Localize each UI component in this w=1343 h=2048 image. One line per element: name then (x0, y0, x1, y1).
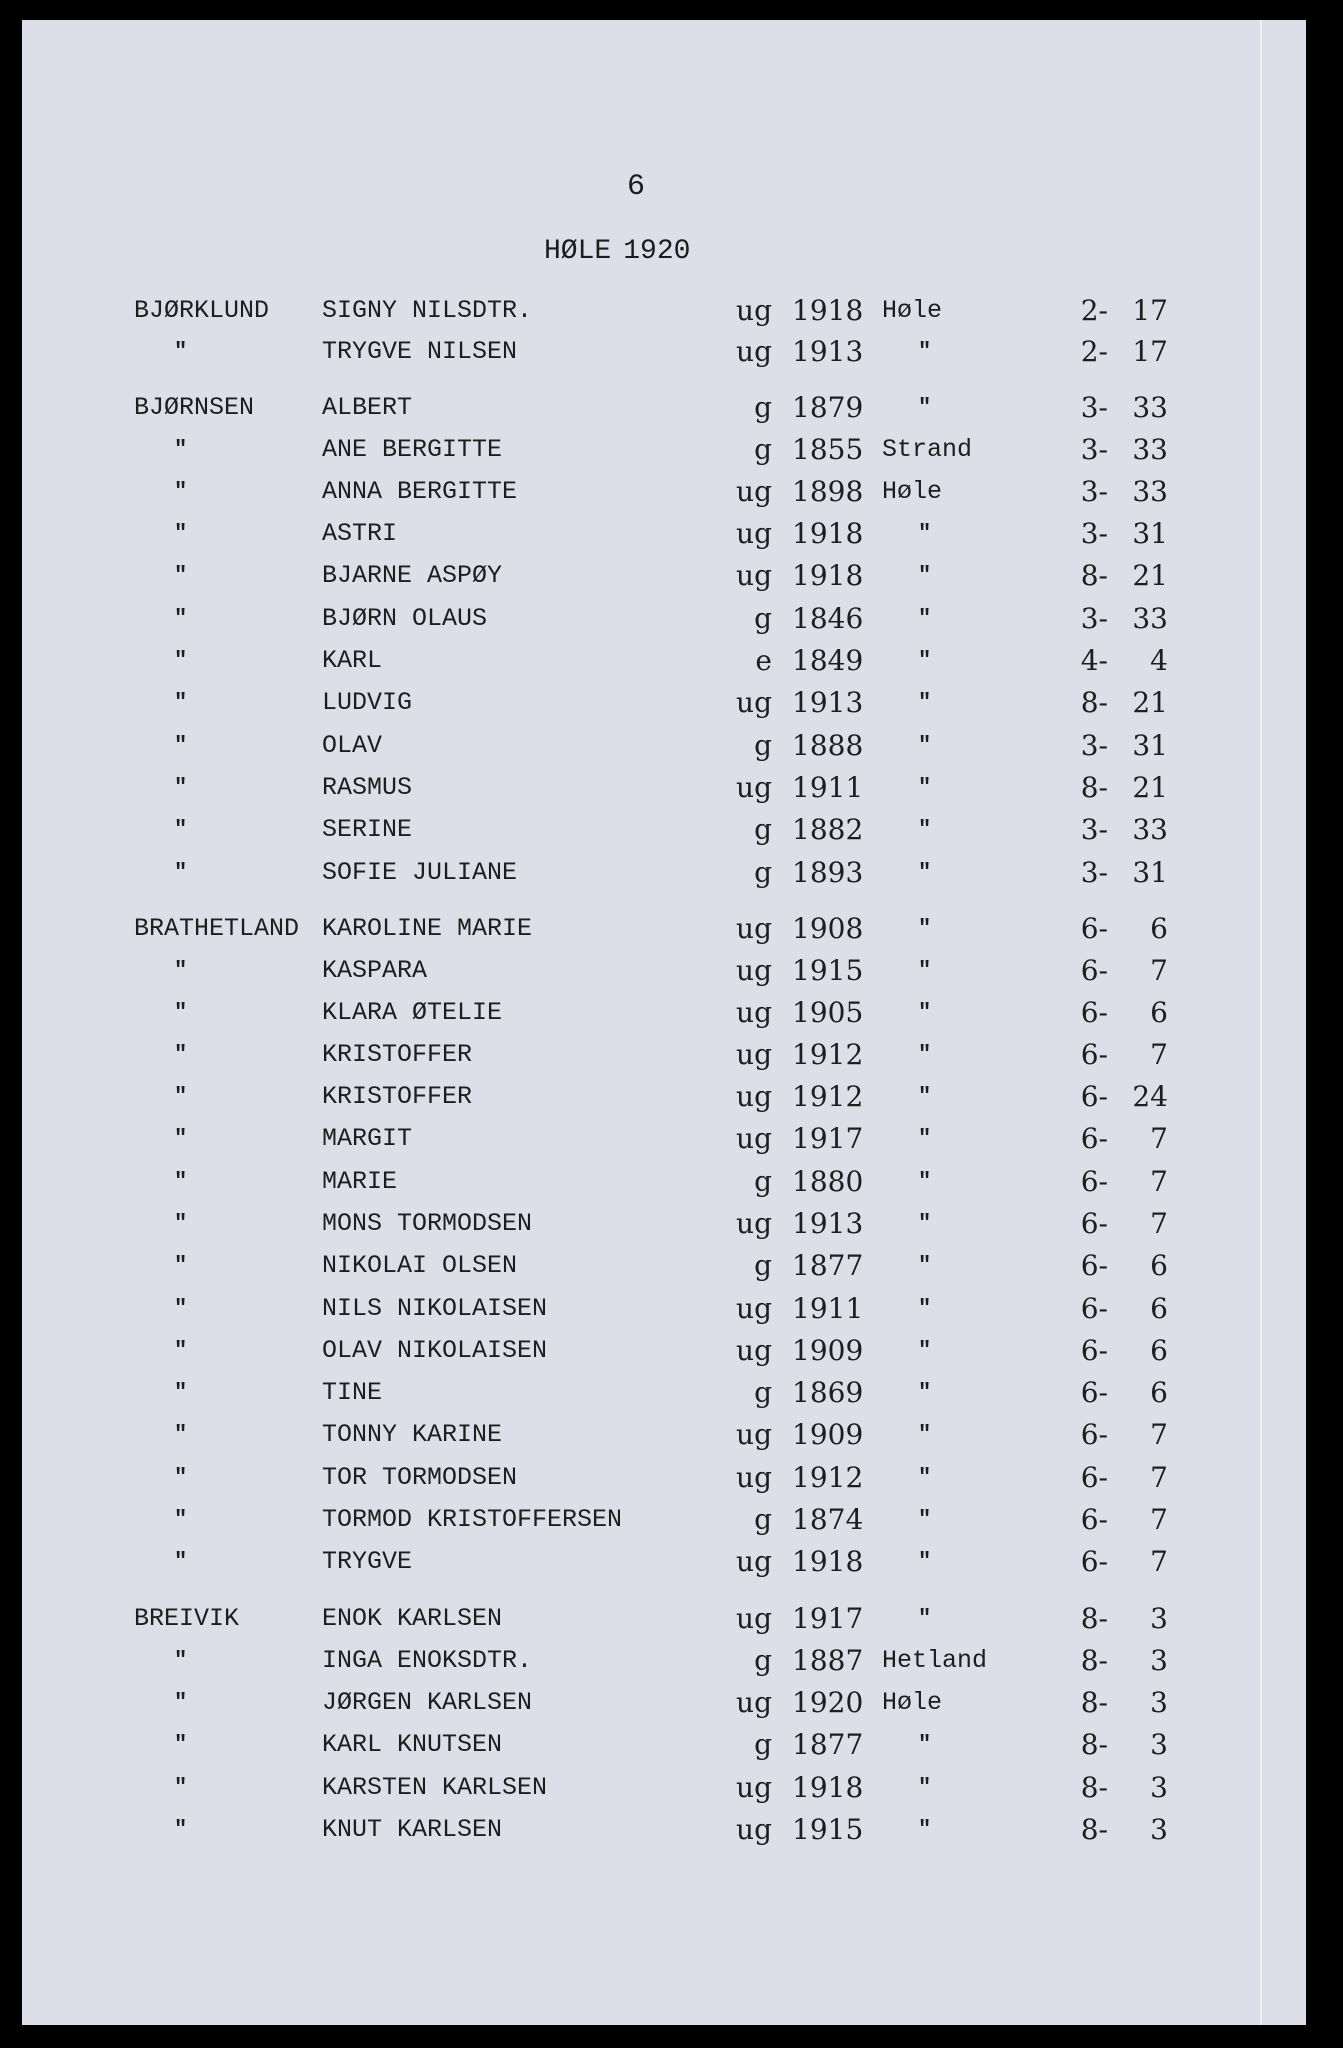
surname-ditto-mark: " (174, 437, 188, 462)
birthplace-ditto-mark: " (918, 1000, 932, 1025)
reference-number-cell: 33 (1132, 433, 1168, 466)
given-name-cell: INGA ENOKSDTR. (322, 1646, 533, 1675)
table-row (22, 1643, 1306, 1679)
reference-number-cell: 3 (1150, 1728, 1168, 1761)
marital-status-cell: ug (736, 996, 772, 1029)
marital-status-cell: ug (736, 1602, 772, 1635)
table-row (22, 1727, 1306, 1763)
page-heading (544, 236, 690, 267)
birthplace-ditto-mark: " (918, 1169, 932, 1194)
table-row (22, 601, 1306, 637)
surname-cell: BRATHETLAND (134, 914, 300, 943)
birthplace-ditto-mark: " (918, 1211, 932, 1236)
marital-status-cell: ug (736, 517, 772, 550)
surname-ditto-mark: " (174, 1422, 188, 1447)
reference-number-cell: 7 (1150, 1503, 1168, 1536)
reference-number-cell: 33 (1132, 391, 1168, 424)
birth-year-cell: 1918 (792, 294, 864, 327)
table-row (22, 1248, 1306, 1284)
reference-number-cell: 7 (1150, 1165, 1168, 1198)
marital-status-cell: ug (736, 1418, 772, 1451)
table-row (22, 643, 1306, 679)
surname-ditto-mark: " (174, 1000, 188, 1025)
reference-page-cell: 6- (1080, 1122, 1108, 1155)
reference-page-cell: 3- (1080, 856, 1108, 889)
reference-number-cell: 3 (1150, 1644, 1168, 1677)
birth-year-cell: 1917 (792, 1122, 864, 1155)
reference-number-cell: 6 (1150, 996, 1168, 1029)
marital-status-cell: ug (736, 1334, 772, 1367)
marital-status-cell: ug (736, 1122, 772, 1155)
reference-page-cell: 6- (1080, 1503, 1108, 1536)
birthplace-cell: Høle (882, 1688, 943, 1717)
reference-number-cell: 21 (1132, 686, 1168, 719)
marital-status-cell: ug (736, 1545, 772, 1578)
given-name-cell: TINE (322, 1378, 383, 1407)
table-row (22, 995, 1306, 1031)
reference-page-cell: 8- (1080, 771, 1108, 804)
surname-ditto-mark: " (174, 860, 188, 885)
birth-year-cell: 1913 (792, 1207, 864, 1240)
marital-status-cell: ug (736, 912, 772, 945)
table-row (22, 390, 1306, 426)
reference-number-cell: 6 (1150, 1249, 1168, 1282)
birthplace-ditto-mark: " (918, 1817, 932, 1842)
birth-year-cell: 1846 (792, 602, 864, 635)
reference-page-cell: 8- (1080, 686, 1108, 719)
surname-ditto-mark: " (174, 1084, 188, 1109)
surname-ditto-mark: " (174, 1775, 188, 1800)
birth-year-cell: 1912 (792, 1461, 864, 1494)
table-row (22, 1206, 1306, 1242)
birth-year-cell: 1877 (792, 1249, 864, 1282)
reference-number-cell: 7 (1150, 1038, 1168, 1071)
surname-ditto-mark: " (174, 339, 188, 364)
table-row (22, 1502, 1306, 1538)
surname-ditto-mark: " (174, 1296, 188, 1321)
surname-ditto-mark: " (174, 1465, 188, 1490)
birthplace-ditto-mark: " (918, 1380, 932, 1405)
reference-number-cell: 21 (1132, 771, 1168, 804)
table-row (22, 770, 1306, 806)
birthplace-ditto-mark: " (918, 1549, 932, 1574)
surname-ditto-mark: " (174, 1380, 188, 1405)
birthplace-ditto-mark: " (918, 733, 932, 758)
reference-number-cell: 33 (1132, 602, 1168, 635)
page-number: 6 (627, 170, 646, 204)
table-row (22, 911, 1306, 947)
table-row (22, 1037, 1306, 1073)
marital-status-cell: g (754, 602, 772, 635)
birthplace-ditto-mark: " (918, 606, 932, 631)
surname-ditto-mark: " (174, 479, 188, 504)
table-row (22, 474, 1306, 510)
reference-page-cell: 2- (1080, 294, 1108, 327)
given-name-cell: SERINE (322, 815, 413, 844)
given-name-cell: MARIE (322, 1167, 398, 1196)
birthplace-cell: Hetland (882, 1646, 988, 1675)
birth-year-cell: 1915 (792, 954, 864, 987)
reference-number-cell: 21 (1132, 559, 1168, 592)
given-name-cell: KARL KNUTSEN (322, 1730, 503, 1759)
given-name-cell: RASMUS (322, 773, 413, 802)
reference-number-cell: 6 (1150, 1376, 1168, 1409)
birthplace-ditto-mark: " (918, 1296, 932, 1321)
birth-year-cell: 1909 (792, 1418, 864, 1451)
marital-status-cell: ug (736, 1207, 772, 1240)
surname-ditto-mark: " (174, 563, 188, 588)
given-name-cell: MONS TORMODSEN (322, 1209, 533, 1238)
birthplace-ditto-mark: " (918, 1732, 932, 1757)
reference-number-cell: 3 (1150, 1686, 1168, 1719)
reference-page-cell: 6- (1080, 912, 1108, 945)
reference-number-cell: 7 (1150, 1461, 1168, 1494)
given-name-cell: KRISTOFFER (322, 1040, 473, 1069)
given-name-cell: SIGNY NILSDTR. (322, 296, 533, 325)
marital-status-cell: ug (736, 294, 772, 327)
reference-page-cell: 6- (1080, 1038, 1108, 1071)
surname-ditto-mark: " (174, 775, 188, 800)
reference-number-cell: 17 (1132, 335, 1168, 368)
birth-year-cell: 1855 (792, 433, 864, 466)
table-row (22, 1079, 1306, 1115)
table-row (22, 728, 1306, 764)
given-name-cell: KNUT KARLSEN (322, 1815, 503, 1844)
birth-year-cell: 1918 (792, 1771, 864, 1804)
surname-ditto-mark: " (174, 1507, 188, 1532)
birthplace-ditto-mark: " (918, 1507, 932, 1532)
birth-year-cell: 1920 (792, 1686, 864, 1719)
marital-status-cell: ug (736, 1461, 772, 1494)
table-row (22, 1770, 1306, 1806)
marital-status-cell: ug (736, 1813, 772, 1846)
given-name-cell: TORMOD KRISTOFFERSEN (322, 1505, 623, 1534)
birth-year-cell: 1918 (792, 1545, 864, 1578)
birthplace-ditto-mark: " (918, 1126, 932, 1151)
surname-ditto-mark: " (174, 733, 188, 758)
birthplace-cell: Høle (882, 296, 943, 325)
reference-page-cell: 3- (1080, 391, 1108, 424)
table-row (22, 1685, 1306, 1721)
reference-page-cell: 6- (1080, 1292, 1108, 1325)
birthplace-ditto-mark: " (918, 775, 932, 800)
surname-cell: BJØRKLUND (134, 296, 270, 325)
birth-year-cell: 1879 (792, 391, 864, 424)
marital-status-cell: ug (736, 686, 772, 719)
surname-ditto-mark: " (174, 1169, 188, 1194)
reference-page-cell: 3- (1080, 517, 1108, 550)
table-row (22, 432, 1306, 468)
birthplace-ditto-mark: " (918, 1465, 932, 1490)
birthplace-ditto-mark: " (918, 1084, 932, 1109)
surname-ditto-mark: " (174, 1042, 188, 1067)
birth-year-cell: 1905 (792, 996, 864, 1029)
given-name-cell: KARSTEN KARLSEN (322, 1773, 548, 1802)
birth-year-cell: 1918 (792, 559, 864, 592)
given-name-cell: ASTRI (322, 519, 398, 548)
birth-year-cell: 1912 (792, 1038, 864, 1071)
marital-status-cell: e (755, 644, 772, 677)
marital-status-cell: ug (736, 335, 772, 368)
marital-status-cell: ug (736, 1771, 772, 1804)
marital-status-cell: ug (736, 1080, 772, 1113)
heading-year: 1920 (623, 236, 691, 267)
reference-page-cell: 3- (1080, 433, 1108, 466)
reference-page-cell: 6- (1080, 1545, 1108, 1578)
birth-year-cell: 1911 (792, 771, 864, 804)
given-name-cell: NIKOLAI OLSEN (322, 1251, 518, 1280)
marital-status-cell: g (754, 813, 772, 846)
surname-ditto-mark: " (174, 1253, 188, 1278)
surname-ditto-mark: " (174, 817, 188, 842)
table-row (22, 953, 1306, 989)
reference-page-cell: 6- (1080, 954, 1108, 987)
marital-status-cell: g (754, 1165, 772, 1198)
table-row (22, 1291, 1306, 1327)
reference-page-cell: 6- (1080, 996, 1108, 1029)
reference-number-cell: 3 (1150, 1771, 1168, 1804)
reference-number-cell: 33 (1132, 475, 1168, 508)
birthplace-ditto-mark: " (918, 916, 932, 941)
reference-number-cell: 17 (1132, 294, 1168, 327)
given-name-cell: KLARA ØTELIE (322, 998, 503, 1027)
birthplace-ditto-mark: " (918, 1422, 932, 1447)
given-name-cell: OLAV (322, 731, 383, 760)
table-row (22, 685, 1306, 721)
table-row (22, 1417, 1306, 1453)
reference-number-cell: 7 (1150, 954, 1168, 987)
table-row (22, 558, 1306, 594)
given-name-cell: ALBERT (322, 393, 413, 422)
surname-ditto-mark: " (174, 690, 188, 715)
table-row (22, 516, 1306, 552)
reference-page-cell: 3- (1080, 602, 1108, 635)
birth-year-cell: 1893 (792, 856, 864, 889)
given-name-cell: KARL (322, 646, 383, 675)
reference-page-cell: 6- (1080, 1376, 1108, 1409)
birthplace-cell: Strand (882, 435, 973, 464)
surname-ditto-mark: " (174, 1648, 188, 1673)
birthplace-cell: Høle (882, 477, 943, 506)
given-name-cell: OLAV NIKOLAISEN (322, 1336, 548, 1365)
surname-ditto-mark: " (174, 1549, 188, 1574)
marital-status-cell: ug (736, 1038, 772, 1071)
reference-page-cell: 6- (1080, 1207, 1108, 1240)
reference-number-cell: 7 (1150, 1545, 1168, 1578)
birth-year-cell: 1869 (792, 1376, 864, 1409)
table-row (22, 1812, 1306, 1848)
reference-number-cell: 6 (1150, 912, 1168, 945)
reference-page-cell: 6- (1080, 1461, 1108, 1494)
reference-number-cell: 7 (1150, 1418, 1168, 1451)
birthplace-ditto-mark: " (918, 1042, 932, 1067)
reference-number-cell: 33 (1132, 813, 1168, 846)
birthplace-ditto-mark: " (918, 648, 932, 673)
given-name-cell: TOR TORMODSEN (322, 1463, 518, 1492)
marital-status-cell: ug (736, 1686, 772, 1719)
surname-ditto-mark: " (174, 1126, 188, 1151)
reference-page-cell: 6- (1080, 1249, 1108, 1282)
birthplace-ditto-mark: " (918, 958, 932, 983)
reference-page-cell: 3- (1080, 729, 1108, 762)
surname-ditto-mark: " (174, 648, 188, 673)
birth-year-cell: 1888 (792, 729, 864, 762)
reference-number-cell: 7 (1150, 1207, 1168, 1240)
table-row (22, 855, 1306, 891)
marital-status-cell: g (754, 1503, 772, 1536)
given-name-cell: ANE BERGITTE (322, 435, 503, 464)
heading-place: HØLE (544, 236, 612, 267)
reference-number-cell: 24 (1132, 1080, 1168, 1113)
birth-year-cell: 1898 (792, 475, 864, 508)
marital-status-cell: g (754, 729, 772, 762)
birth-year-cell: 1917 (792, 1602, 864, 1635)
surname-ditto-mark: " (174, 1211, 188, 1236)
marital-status-cell: g (754, 1376, 772, 1409)
birth-year-cell: 1909 (792, 1334, 864, 1367)
birth-year-cell: 1918 (792, 517, 864, 550)
reference-page-cell: 8- (1080, 1644, 1108, 1677)
birthplace-ditto-mark: " (918, 817, 932, 842)
reference-number-cell: 6 (1150, 1292, 1168, 1325)
birthplace-ditto-mark: " (918, 1775, 932, 1800)
surname-cell: BREIVIK (134, 1604, 240, 1633)
table-row (22, 1375, 1306, 1411)
given-name-cell: LUDVIG (322, 688, 413, 717)
birth-year-cell: 1880 (792, 1165, 864, 1198)
birth-year-cell: 1912 (792, 1080, 864, 1113)
birth-year-cell: 1874 (792, 1503, 864, 1536)
given-name-cell: ENOK KARLSEN (322, 1604, 503, 1633)
marital-status-cell: g (754, 433, 772, 466)
birth-year-cell: 1887 (792, 1644, 864, 1677)
given-name-cell: BJØRN OLAUS (322, 604, 488, 633)
birth-year-cell: 1877 (792, 1728, 864, 1761)
reference-page-cell: 6- (1080, 1418, 1108, 1451)
reference-page-cell: 8- (1080, 1686, 1108, 1719)
birth-year-cell: 1849 (792, 644, 864, 677)
reference-number-cell: 31 (1132, 517, 1168, 550)
reference-page-cell: 6- (1080, 1080, 1108, 1113)
reference-number-cell: 6 (1150, 1334, 1168, 1367)
reference-page-cell: 3- (1080, 475, 1108, 508)
birth-year-cell: 1908 (792, 912, 864, 945)
table-row (22, 1164, 1306, 1200)
given-name-cell: MARGIT (322, 1124, 413, 1153)
reference-number-cell: 3 (1150, 1813, 1168, 1846)
table-row (22, 1333, 1306, 1369)
reference-number-cell: 7 (1150, 1122, 1168, 1155)
table-row (22, 1121, 1306, 1157)
marital-status-cell: g (754, 1644, 772, 1677)
surname-ditto-mark: " (174, 1732, 188, 1757)
marital-status-cell: ug (736, 475, 772, 508)
reference-number-cell: 31 (1132, 856, 1168, 889)
reference-page-cell: 3- (1080, 813, 1108, 846)
birthplace-ditto-mark: " (918, 1253, 932, 1278)
surname-ditto-mark: " (174, 521, 188, 546)
surname-cell: BJØRNSEN (134, 393, 255, 422)
given-name-cell: TONNY KARINE (322, 1420, 503, 1449)
table-row (22, 334, 1306, 370)
given-name-cell: KAROLINE MARIE (322, 914, 533, 943)
given-name-cell: TRYGVE NILSEN (322, 337, 518, 366)
birthplace-ditto-mark: " (918, 339, 932, 364)
marital-status-cell: ug (736, 771, 772, 804)
reference-page-cell: 8- (1080, 1728, 1108, 1761)
birth-year-cell: 1913 (792, 686, 864, 719)
given-name-cell: BJARNE ASPØY (322, 561, 503, 590)
surname-ditto-mark: " (174, 958, 188, 983)
marital-status-cell: g (754, 391, 772, 424)
marital-status-cell: ug (736, 1292, 772, 1325)
given-name-cell: TRYGVE (322, 1547, 413, 1576)
marital-status-cell: ug (736, 559, 772, 592)
marital-status-cell: g (754, 1728, 772, 1761)
marital-status-cell: g (754, 856, 772, 889)
marital-status-cell: g (754, 1249, 772, 1282)
birth-year-cell: 1915 (792, 1813, 864, 1846)
given-name-cell: KASPARA (322, 956, 428, 985)
reference-page-cell: 4- (1080, 644, 1108, 677)
surname-ditto-mark: " (174, 1338, 188, 1363)
table-row (22, 293, 1306, 329)
surname-ditto-mark: " (174, 606, 188, 631)
birthplace-ditto-mark: " (918, 690, 932, 715)
birthplace-ditto-mark: " (918, 1606, 932, 1631)
birthplace-ditto-mark: " (918, 1338, 932, 1363)
birthplace-ditto-mark: " (918, 563, 932, 588)
reference-number-cell: 31 (1132, 729, 1168, 762)
reference-number-cell: 4 (1150, 644, 1168, 677)
document-page (22, 20, 1306, 2025)
given-name-cell: JØRGEN KARLSEN (322, 1688, 533, 1717)
given-name-cell: KRISTOFFER (322, 1082, 473, 1111)
birth-year-cell: 1911 (792, 1292, 864, 1325)
table-row (22, 1601, 1306, 1637)
reference-page-cell: 2- (1080, 335, 1108, 368)
reference-page-cell: 8- (1080, 1602, 1108, 1635)
table-row (22, 812, 1306, 848)
table-row (22, 1544, 1306, 1580)
surname-ditto-mark: " (174, 1690, 188, 1715)
marital-status-cell: ug (736, 954, 772, 987)
given-name-cell: NILS NIKOLAISEN (322, 1294, 548, 1323)
reference-page-cell: 6- (1080, 1334, 1108, 1367)
birthplace-ditto-mark: " (918, 395, 932, 420)
reference-number-cell: 3 (1150, 1602, 1168, 1635)
reference-page-cell: 8- (1080, 1771, 1108, 1804)
birth-year-cell: 1882 (792, 813, 864, 846)
reference-page-cell: 6- (1080, 1165, 1108, 1198)
surname-ditto-mark: " (174, 1817, 188, 1842)
birthplace-ditto-mark: " (918, 860, 932, 885)
birth-year-cell: 1913 (792, 335, 864, 368)
table-row (22, 1460, 1306, 1496)
given-name-cell: SOFIE JULIANE (322, 858, 518, 887)
reference-page-cell: 8- (1080, 1813, 1108, 1846)
given-name-cell: ANNA BERGITTE (322, 477, 518, 506)
birthplace-ditto-mark: " (918, 521, 932, 546)
reference-page-cell: 8- (1080, 559, 1108, 592)
